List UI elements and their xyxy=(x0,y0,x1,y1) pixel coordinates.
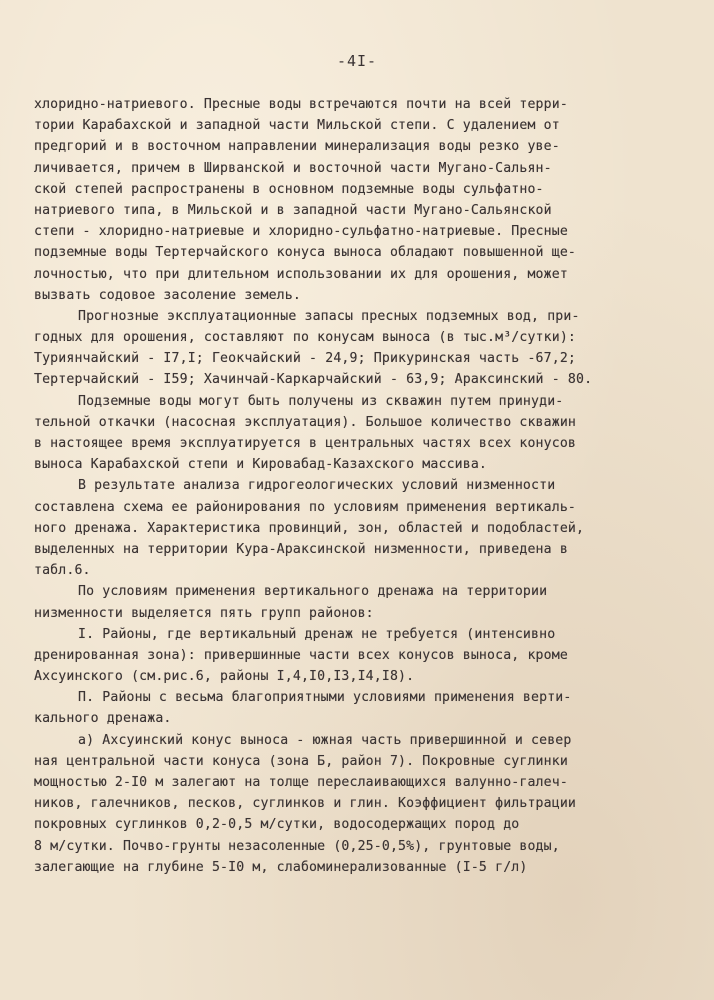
text-line: личивается, причем в Ширванской и восточной части Мугано-Сальян- xyxy=(34,160,552,176)
text-line: табл.6. xyxy=(34,563,91,579)
text-line: а) Ахсуинский конус выноса - южная часть привершинной и север xyxy=(78,732,572,748)
text-line: выделенных на территории Кура-Араксинской низменности, приведена в xyxy=(34,541,568,557)
text-line: Тертерчайский - I59; Хачинчай-Каркарчайский - 63,9; Араксинский - 80. xyxy=(34,372,593,388)
text-line: подземные воды Тертерчайского конуса выноса обладают повышенной ще- xyxy=(34,245,576,261)
text-line: залегающие на глубине 5-I0 м, слабоминерализованные (I-5 г/л) xyxy=(34,859,528,875)
text-line: покровных суглинков 0,2-0,5 м/сутки, водосодержащих пород до xyxy=(34,817,520,833)
text-line: I. Районы, где вертикальный дренаж не требуется (интенсивно xyxy=(78,626,556,642)
text-line: Прогнозные эксплуатационные запасы пресных подземных вод, при- xyxy=(78,308,580,324)
text-line: В результате анализа гидрогеологических условий низменности xyxy=(78,478,556,494)
text-line: По условиям применения вертикального дренажа на территории xyxy=(78,584,548,600)
text-line: мощностью 2-I0 м залегают на толще переслаивающихся валунно-галеч- xyxy=(34,775,568,790)
text-line: ного дренажа. Характеристика провинций, зон, областей и подобластей, xyxy=(34,520,585,536)
body-text xyxy=(34,94,694,878)
text-line: составлена схема ее районирования по условиям применения вертикаль- xyxy=(34,499,576,515)
text-line: хлоридно-натриевого. Пресные воды встречаются почти на всей терри- xyxy=(34,97,568,112)
page-number: -4I- xyxy=(336,52,378,70)
text-line: лочностью, что при длительном использовании их для орошения, может xyxy=(34,266,568,282)
text-line: ная центральной части конуса (зона Б, район 7). Покровные суглинки xyxy=(34,753,568,769)
text-line: Туриянчайский - I7,I; Геокчайский - 24,9; Прикуринская часть -67,2; xyxy=(34,351,576,367)
text-line: кального дренажа. xyxy=(34,711,172,727)
text-line: ников, галечников, песков, суглинков и глин. Коэффициент фильтрации xyxy=(34,796,576,812)
text-line: годных для орошения, составляют по конусам выноса (в тыс.м³/сутки): xyxy=(34,330,576,346)
text-line: тельной откачки (насосная эксплуатация). Большое количество скважин xyxy=(34,414,576,430)
text-line: вызвать содовое засоление земель. xyxy=(34,287,301,303)
text-line: 8 м/сутки. Почво-грунты незасоленные (0,25-0,5%), грунтовые воды, xyxy=(34,838,560,854)
text-line: Ахсуинского (см.рис.6, районы I,4,I0,I3,I4,I8). xyxy=(34,669,415,685)
text-line: тории Карабахской и западной части Мильской степи. С удалением от xyxy=(34,118,560,134)
text-line: дренированная зона): привершинные части всех конусов выноса, кроме xyxy=(34,647,568,663)
text-line: низменности выделяется пять групп районов: xyxy=(34,605,374,621)
text-line: в настоящее время эксплуатируется в центральных частях всех конусов xyxy=(34,436,576,451)
text-line: Подземные воды могут быть получены из скважин путем принуди- xyxy=(78,393,564,409)
text-line: степи - хлоридно-натриевые и хлоридно-сульфатно-натриевые. Пресные xyxy=(34,224,568,240)
text-line: натриевого типа, в Мильской и в западной части Мугано-Сальянской xyxy=(34,202,552,218)
text-line: П. Районы с весьма благоприятными условиями применения верти- xyxy=(78,690,572,706)
text-line: предгорий и в восточном направлении минерализация воды резко уве- xyxy=(34,139,560,155)
text-line: ской степей распространены в основном подземные воды сульфатно- xyxy=(34,181,544,197)
text-line: выноса Карабахской степи и Кировабад-Казахского массива. xyxy=(34,457,488,473)
